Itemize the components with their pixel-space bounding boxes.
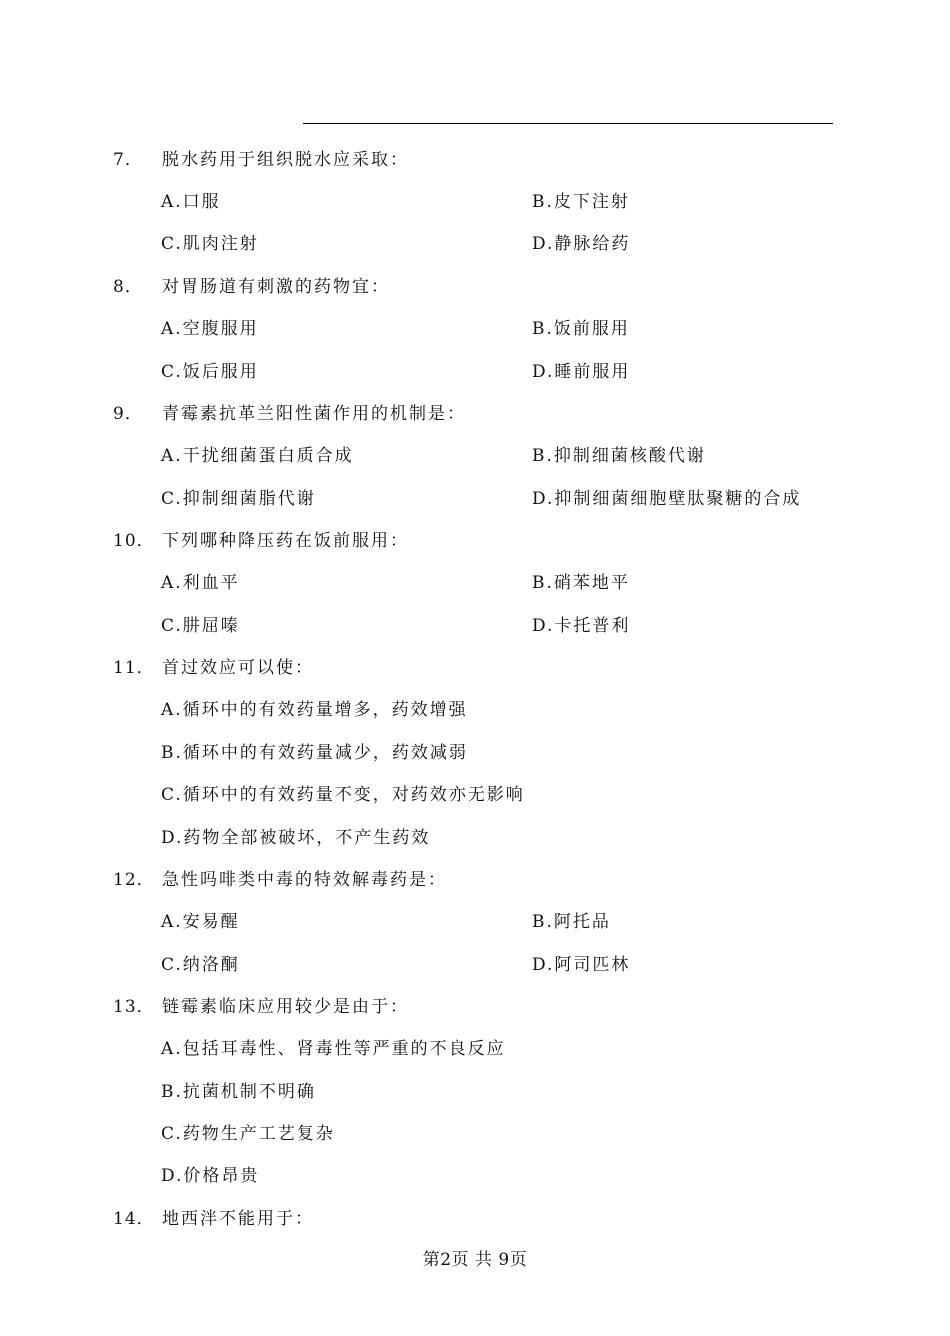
option-b: B.皮下注射: [532, 192, 630, 212]
option-d: D.静脉给药: [532, 234, 631, 254]
option-a: A.安易醒: [161, 912, 240, 932]
question-text: 下列哪种降压药在饭前服用：: [162, 531, 409, 551]
option-d: D.价格昂贵: [161, 1166, 260, 1186]
question-number: 8．: [113, 277, 143, 297]
option-a: A.利血平: [161, 573, 240, 593]
option-c: C.药物生产工艺复杂: [161, 1124, 335, 1144]
question-text: 链霉素临床应用较少是由于：: [162, 997, 409, 1017]
option-b: B.饭前服用: [532, 319, 630, 339]
option-d: D.卡托普利: [532, 616, 631, 636]
question-text: 急性吗啡类中毒的特效解毒药是：: [162, 870, 447, 890]
question-number: 12．: [113, 870, 155, 890]
option-c: C.抑制细菌脂代谢: [161, 489, 316, 509]
option-c: C.肼屈嗪: [161, 616, 240, 636]
option-a: A.口服: [161, 192, 221, 212]
option-d: D.药物全部被破坏，不产生药效: [161, 828, 431, 848]
question-text: 对胃肠道有刺激的药物宜：: [162, 277, 390, 297]
option-c: C.循环中的有效药量不变，对药效亦无影响: [161, 785, 525, 805]
option-b: B.循环中的有效药量减少，药效减弱: [161, 743, 468, 763]
option-a: A.包括耳毒性、肾毒性等严重的不良反应: [161, 1039, 506, 1059]
question-text: 首过效应可以使：: [162, 658, 314, 678]
header-rule: [303, 123, 833, 124]
question-number: 11．: [113, 658, 155, 678]
question-number: 14．: [113, 1209, 155, 1229]
option-c: C.饭后服用: [161, 362, 259, 382]
question-number: 9．: [113, 404, 143, 424]
option-c: C.纳洛酮: [161, 955, 240, 975]
option-c: C.肌肉注射: [161, 234, 259, 254]
question-text: 青霉素抗革兰阳性菌作用的机制是：: [162, 404, 466, 424]
question-text: 脱水药用于组织脱水应采取：: [162, 150, 409, 170]
option-d: D.阿司匹林: [532, 955, 631, 975]
option-b: B.阿托品: [532, 912, 611, 932]
question-number: 7．: [113, 150, 143, 170]
option-b: B.抗菌机制不明确: [161, 1082, 316, 1102]
option-b: B.硝苯地平: [532, 573, 630, 593]
option-b: B.抑制细菌核酸代谢: [532, 446, 706, 466]
option-a: A.循环中的有效药量增多，药效增强: [161, 700, 468, 720]
option-d: D.睡前服用: [532, 362, 631, 382]
question-text: 地西泮不能用于：: [162, 1209, 314, 1229]
question-number: 13．: [113, 997, 155, 1017]
option-a: A.空腹服用: [161, 319, 259, 339]
option-d: D.抑制细菌细胞壁肽聚糖的合成: [532, 489, 802, 509]
option-a: A.干扰细菌蛋白质合成: [161, 446, 354, 466]
question-number: 10．: [113, 531, 155, 551]
page-footer: 第2页 共 9页: [422, 1250, 528, 1270]
